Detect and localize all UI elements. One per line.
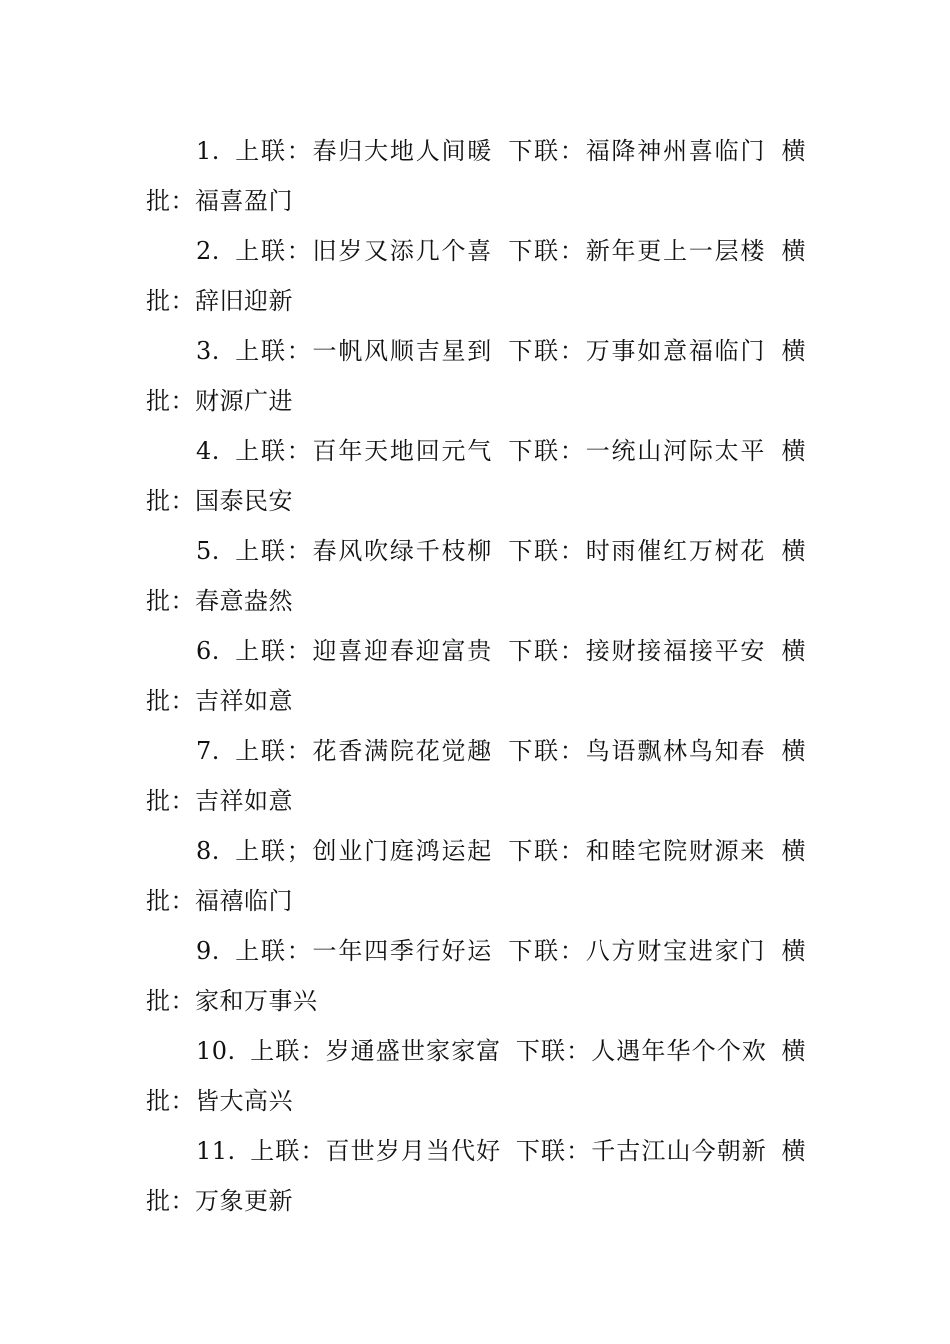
- couplet-number: 10.: [196, 1037, 236, 1065]
- couplet-item-4: [146, 426, 806, 526]
- couplet-item-9: [146, 926, 806, 1026]
- horizontal-scroll: 横批：福喜盈门: [146, 137, 807, 215]
- lower-line: 下联：万事如意福临门: [507, 337, 767, 365]
- horizontal-scroll: 横批：财源广进: [146, 337, 807, 415]
- couplet-item-1: [146, 126, 806, 226]
- lower-line: 下联：接财接福接平安: [507, 637, 767, 665]
- couplet-number: 1.: [196, 137, 220, 165]
- couplet-item-7: [146, 726, 806, 826]
- upper-line: 上联：岁通盛世家家富: [249, 1037, 502, 1065]
- couplet-number: 5.: [196, 537, 220, 565]
- couplet-number: 2.: [196, 237, 220, 265]
- upper-line: 上联：一帆风顺吉星到: [233, 337, 494, 365]
- lower-line: 下联：人遇年华个个欢: [515, 1037, 767, 1065]
- couplet-item-3: [146, 326, 806, 426]
- couplet-number: 3.: [196, 337, 220, 365]
- horizontal-scroll: 横批：吉祥如意: [146, 737, 807, 815]
- horizontal-scroll: 横批：皆大高兴: [146, 1037, 807, 1115]
- upper-line: 上联：一年四季行好运: [233, 937, 494, 965]
- couplet-number: 11.: [196, 1137, 236, 1165]
- upper-line: 上联：春风吹绿千枝柳: [233, 537, 494, 565]
- upper-line: 上联：迎喜迎春迎富贵: [233, 637, 494, 665]
- couplet-item-11: [146, 1126, 806, 1226]
- couplet-list: [146, 126, 806, 1226]
- lower-line: 下联：福降神州喜临门: [507, 137, 767, 165]
- couplet-number: 4.: [196, 437, 220, 465]
- horizontal-scroll: 横批：辞旧迎新: [146, 237, 807, 315]
- lower-line: 下联：时雨催红万树花: [507, 537, 767, 565]
- couplet-number: 8.: [196, 837, 220, 865]
- lower-line: 下联：和睦宅院财源来: [507, 837, 767, 865]
- couplet-number: 9.: [196, 937, 220, 965]
- horizontal-scroll: 横批：万象更新: [146, 1137, 807, 1215]
- upper-line: 上联：花香满院花觉趣: [233, 737, 494, 765]
- upper-line: 上联：春归大地人间暖: [233, 137, 494, 165]
- couplet-number: 6.: [196, 637, 220, 665]
- horizontal-scroll: 横批：福禧临门: [146, 837, 807, 915]
- lower-line: 下联：新年更上一层楼: [507, 237, 767, 265]
- lower-line: 下联：鸟语飘林鸟知春: [507, 737, 767, 765]
- couplet-item-6: [146, 626, 806, 726]
- lower-line: 下联：千古江山今朝新: [515, 1137, 767, 1165]
- couplet-number: 7.: [196, 737, 220, 765]
- couplet-item-2: [146, 226, 806, 326]
- couplet-item-5: [146, 526, 806, 626]
- upper-line: 上联：百世岁月当代好: [249, 1137, 502, 1165]
- horizontal-scroll: 横批：春意盎然: [146, 537, 807, 615]
- lower-line: 下联：八方财宝进家门: [507, 937, 767, 965]
- horizontal-scroll: 横批：国泰民安: [146, 437, 807, 515]
- horizontal-scroll: 横批：家和万事兴: [146, 937, 807, 1015]
- couplet-item-8: [146, 826, 806, 926]
- horizontal-scroll: 横批：吉祥如意: [146, 637, 807, 715]
- lower-line: 下联：一统山河际太平: [507, 437, 767, 465]
- couplet-item-10: [146, 1026, 806, 1126]
- upper-line: 上联；创业门庭鸿运起: [233, 837, 494, 865]
- upper-line: 上联：百年天地回元气: [233, 437, 494, 465]
- upper-line: 上联：旧岁又添几个喜: [233, 237, 494, 265]
